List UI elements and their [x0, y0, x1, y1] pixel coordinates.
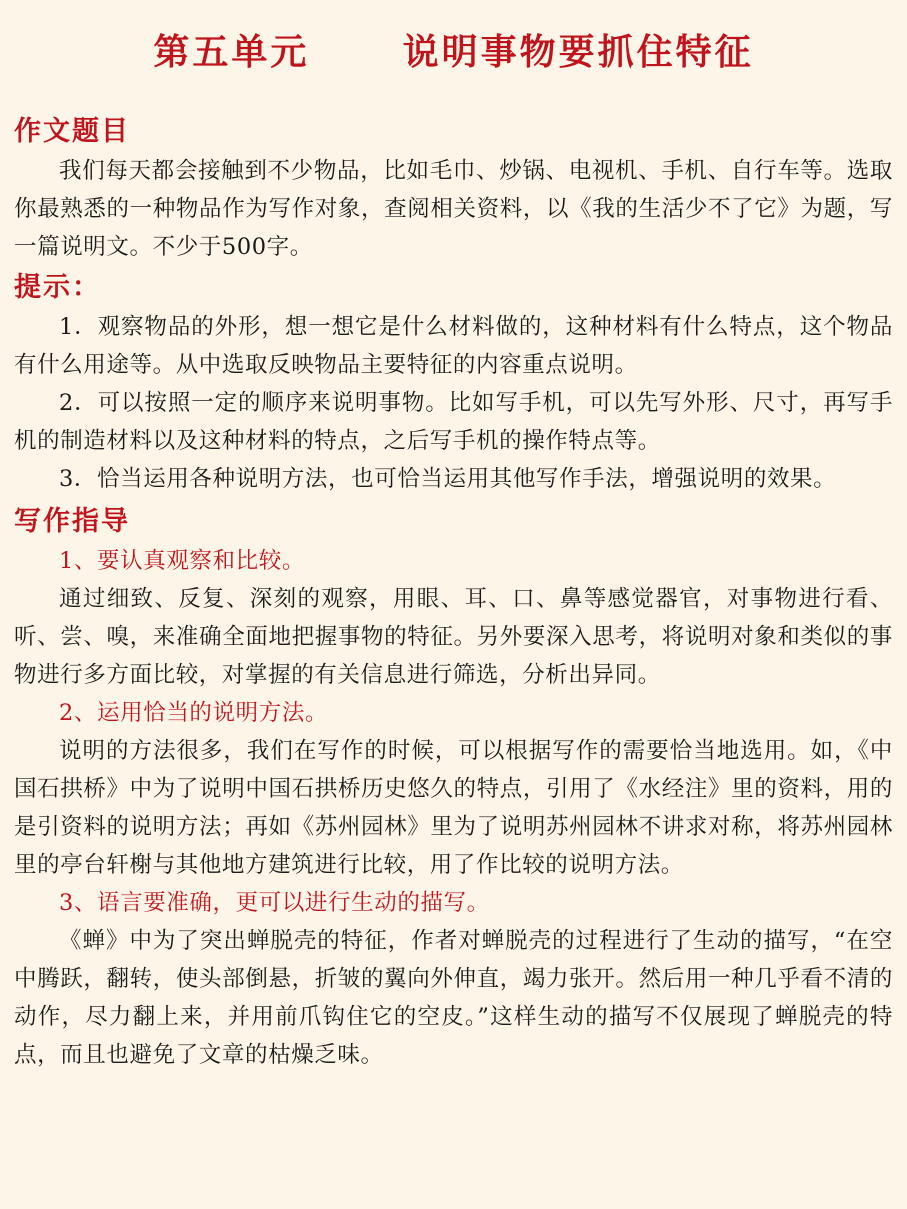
- guide-point-3-text: 《蝉》中为了突出蝉脱壳的特征，作者对蝉脱壳的过程进行了生动的描写，“在空中腾跃，翻转，使头部倒悬，折皱的翼向外伸直，竭力张开。然后用一种几乎看不清的动作，尽力翻上来，并用前爪钩住它的空皮。”这样生动的描写不仅展现了蝉脱壳的特点，而且也避免了文章的枯燥乏味。: [14, 928, 893, 1068]
- guide-point-2-heading: 2、运用恰当的说明方法。: [59, 700, 329, 726]
- topic-heading: 作文题目: [14, 116, 130, 147]
- tip-item-2: 2．可以按照一定的顺序来说明事物。比如写手机，可以先写外形、尺寸，再写手机的制造材料以及这种材料的特点，之后写手机的操作特点等。: [14, 390, 893, 454]
- guide-point-2-text: 说明的方法很多，我们在写作的时候，可以根据写作的需要恰当地选用。如，《中国石拱桥》中为了说明中国石拱桥历史悠久的特点，引用了《水经注》里的资料，用的是引资料的说明方法；再如《苏州园林》里为了说明苏州园林不讲求对称，将苏州园林里的亭台轩榭与其他地方建筑进行比较，用了作比较的说明方法。: [14, 738, 893, 878]
- tip-item-3: 3．恰当运用各种说明方法，也可恰当运用其他写作手法，增强说明的效果。: [59, 466, 837, 492]
- tips-heading: 提示：: [14, 272, 101, 303]
- guide-point-1-heading: 1、要认真观察和比较。: [59, 548, 305, 574]
- guide-heading: 写作指导: [14, 506, 130, 537]
- topic-paragraph: 我们每天都会接触到不少物品，比如毛巾、炒锅、电视机、手机、自行车等。选取你最熟悉的一种物品作为写作对象，查阅相关资料，以《我的生活少不了它》为题，写一篇说明文。不少于500字。: [14, 158, 893, 260]
- guide-point-3-heading: 3、语言要准确，更可以进行生动的描写。: [59, 890, 490, 916]
- tip-item-1: 1．观察物品的外形，想一想它是什么材料做的，这种材料有什么特点，这个物品有什么用途等。从中选取反映物品主要特征的内容重点说明。: [14, 314, 893, 378]
- page-title: 第五单元 说明事物要抓住特征: [153, 31, 754, 73]
- guide-point-1-text: 通过细致、反复、深刻的观察，用眼、耳、口、鼻等感觉器官，对事物进行看、听、尝、嗅，来准确全面地把握事物的特征。另外要深入思考，将说明对象和类似的事物进行多方面比较，对掌握的有关信息进行筛选，分析出异同。: [14, 586, 893, 688]
